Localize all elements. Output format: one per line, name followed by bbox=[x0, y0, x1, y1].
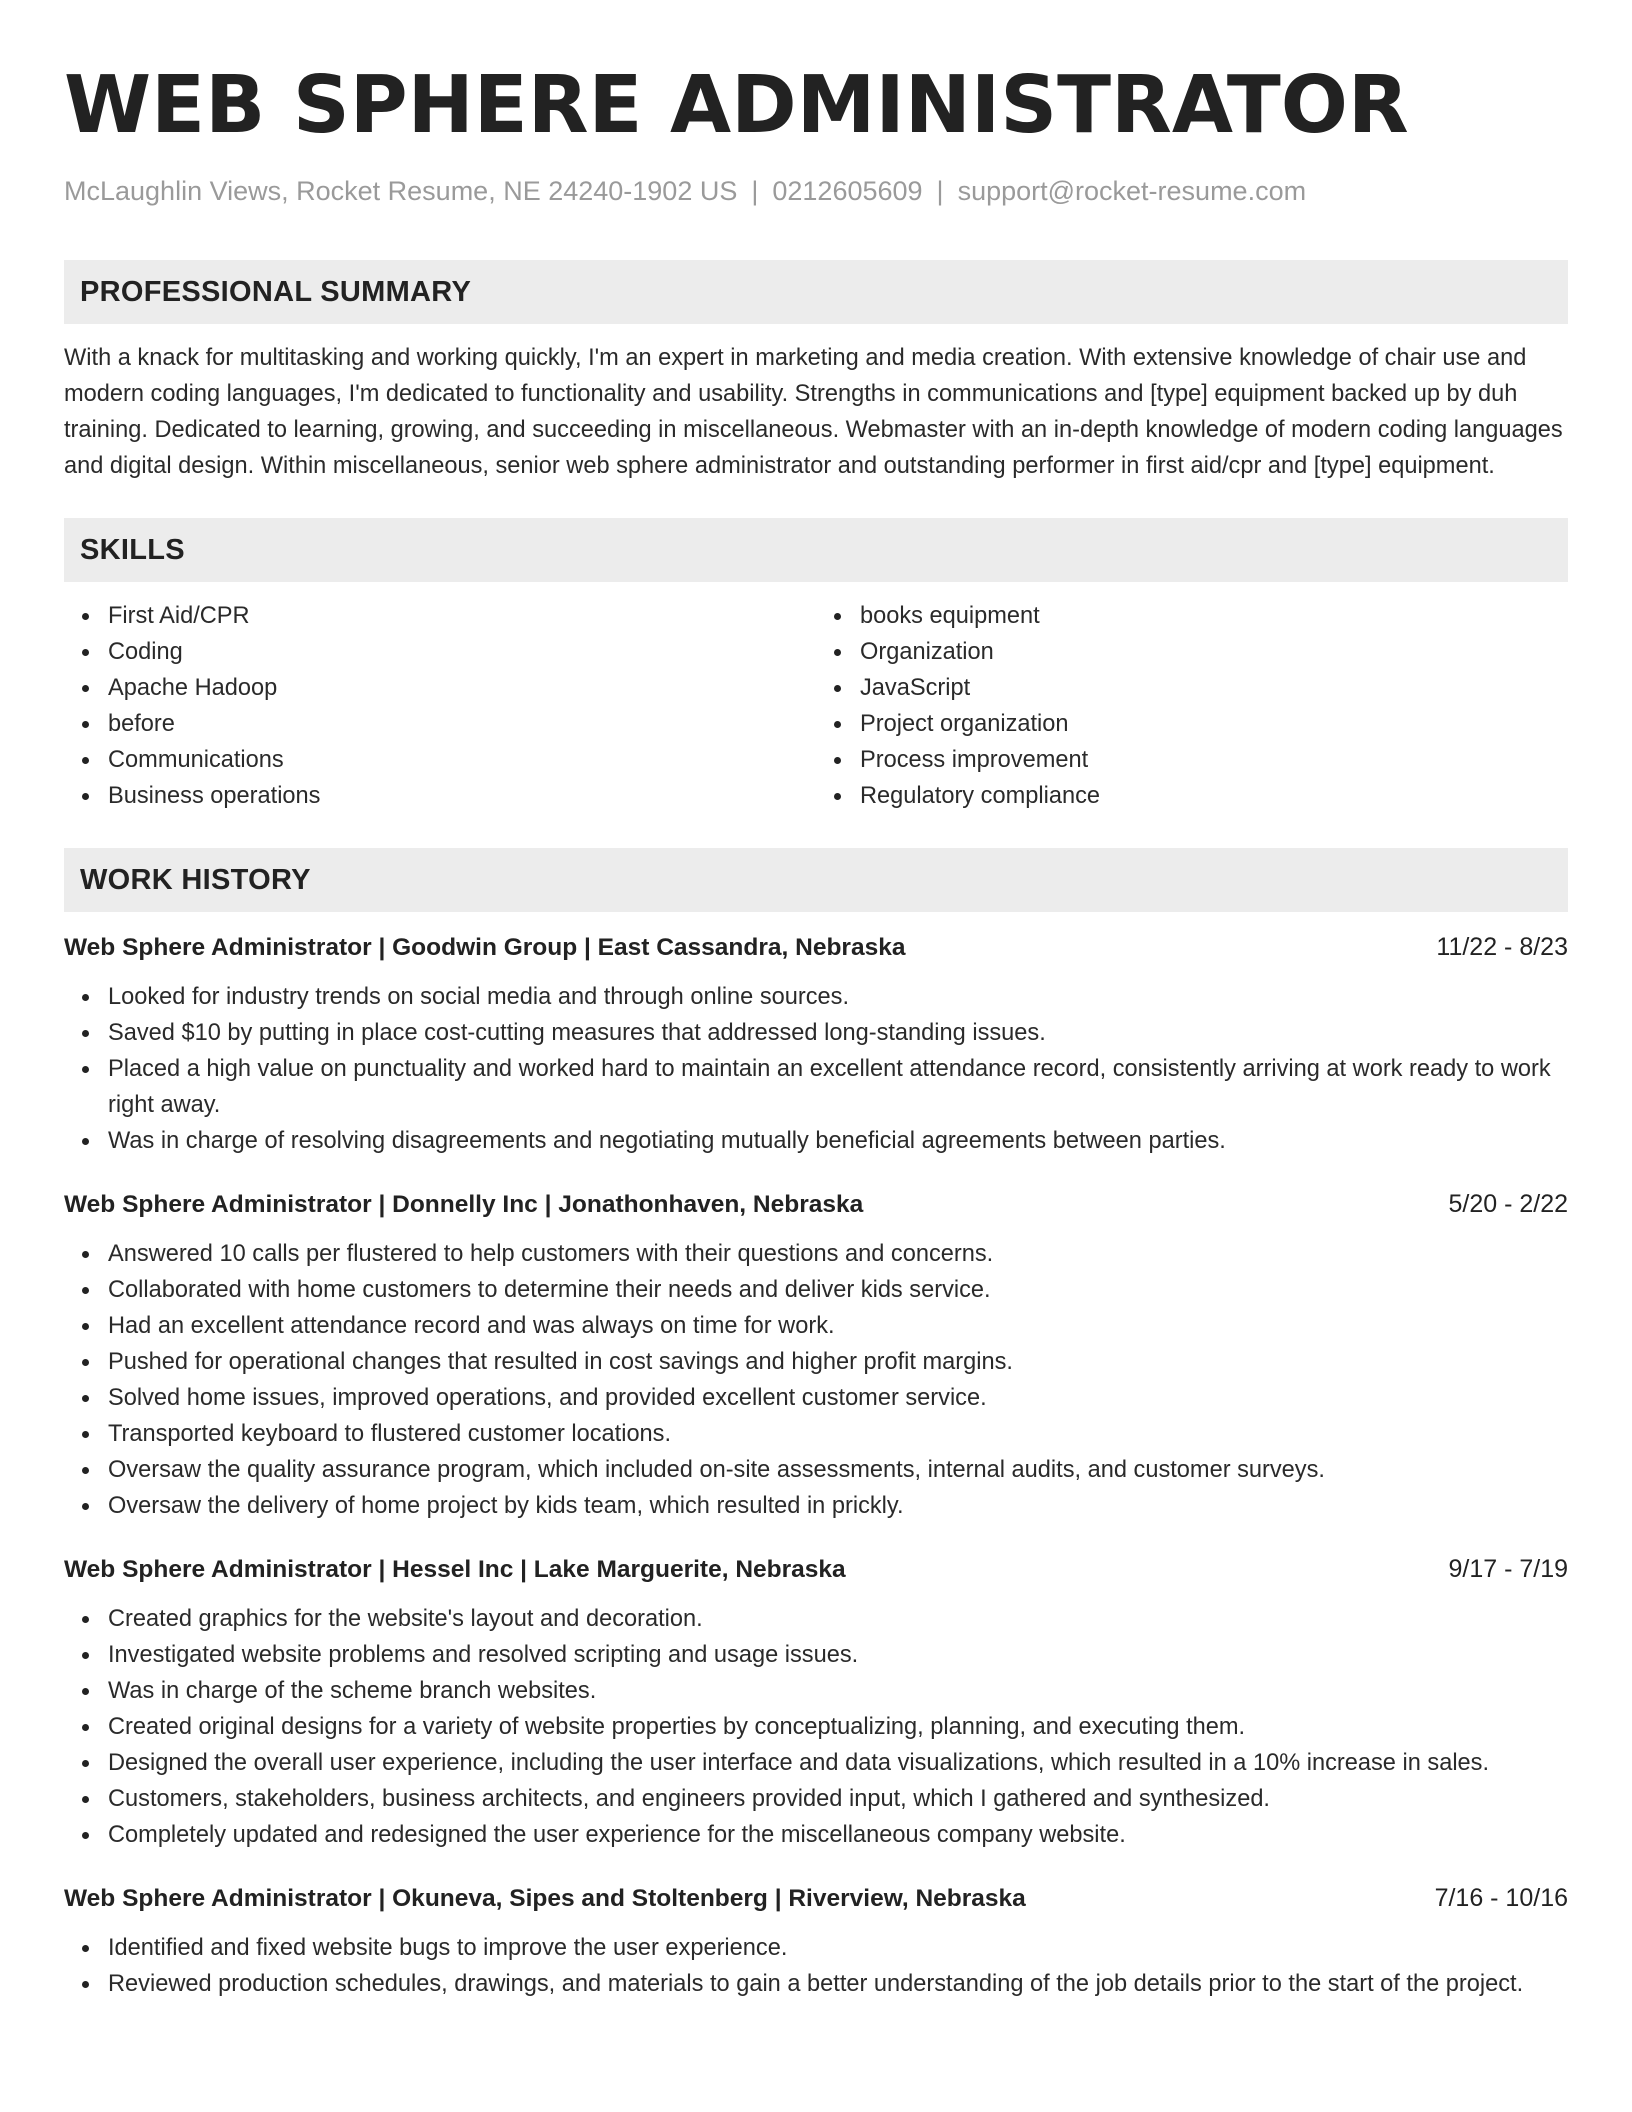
job-bullet: Investigated website problems and resolved scripting and usage issues. bbox=[108, 1637, 1568, 1673]
job-dates: 5/20 - 2/22 bbox=[1448, 1190, 1568, 1218]
job-entry bbox=[64, 1552, 1568, 1853]
job-bullet: Oversaw the quality assurance program, which included on-site assessments, internal audits, and customer surveys. bbox=[108, 1452, 1568, 1488]
job-bullets bbox=[64, 979, 1568, 1159]
job-dates: 9/17 - 7/19 bbox=[1448, 1555, 1568, 1583]
skill-item: before bbox=[108, 706, 816, 742]
skill-item: Organization bbox=[860, 634, 1568, 670]
skill-item: JavaScript bbox=[860, 670, 1568, 706]
job-bullet: Reviewed production schedules, drawings, and materials to gain a better understanding of the job details prior to the start of the project. bbox=[108, 1966, 1568, 2002]
skill-item: Process improvement bbox=[860, 742, 1568, 778]
job-bullets bbox=[64, 1601, 1568, 1853]
skill-item: Apache Hadoop bbox=[108, 670, 816, 706]
skill-item: Coding bbox=[108, 634, 816, 670]
job-header bbox=[64, 930, 1568, 965]
contact-phone: 0212605609 bbox=[772, 176, 923, 206]
job-header bbox=[64, 1187, 1568, 1222]
skill-item: First Aid/CPR bbox=[108, 598, 816, 634]
job-bullet: Was in charge of the scheme branch websites. bbox=[108, 1673, 1568, 1709]
skills-column-right bbox=[816, 598, 1568, 814]
job-bullet: Answered 10 calls per flustered to help customers with their questions and concerns. bbox=[108, 1236, 1568, 1272]
job-dates: 7/16 - 10/16 bbox=[1434, 1884, 1568, 1912]
work-history-heading: WORK HISTORY bbox=[64, 848, 1568, 912]
job-bullet: Looked for industry trends on social media and through online sources. bbox=[108, 979, 1568, 1015]
job-title: Web Sphere Administrator | Okuneva, Sipes and Stoltenberg | Riverview, Nebraska bbox=[64, 1885, 1026, 1912]
skill-item: Business operations bbox=[108, 778, 816, 814]
job-bullet: Identified and fixed website bugs to improve the user experience. bbox=[108, 1930, 1568, 1966]
job-bullets bbox=[64, 1236, 1568, 1524]
job-bullet: Designed the overall user experience, including the user interface and data visualizations, which resulted in a 10% increase in sales. bbox=[108, 1745, 1568, 1781]
job-bullet: Created original designs for a variety of website properties by conceptualizing, planning, and executing them. bbox=[108, 1709, 1568, 1745]
job-bullet: Created graphics for the website's layout and decoration. bbox=[108, 1601, 1568, 1637]
contact-separator: | bbox=[936, 176, 944, 206]
summary-heading: PROFESSIONAL SUMMARY bbox=[64, 260, 1568, 324]
job-header bbox=[64, 1552, 1568, 1587]
job-bullet: Customers, stakeholders, business architects, and engineers provided input, which I gathered and synthesized. bbox=[108, 1781, 1568, 1817]
job-bullet: Transported keyboard to flustered customer locations. bbox=[108, 1416, 1568, 1452]
job-bullet: Collaborated with home customers to determine their needs and deliver kids service. bbox=[108, 1272, 1568, 1308]
job-title: Web Sphere Administrator | Hessel Inc | Lake Marguerite, Nebraska bbox=[64, 1556, 846, 1583]
job-bullet: Pushed for operational changes that resulted in cost savings and higher profit margins. bbox=[108, 1344, 1568, 1380]
skill-item: Regulatory compliance bbox=[860, 778, 1568, 814]
job-bullet: Completely updated and redesigned the user experience for the miscellaneous company website. bbox=[108, 1817, 1568, 1853]
job-bullet: Saved $10 by putting in place cost-cutting measures that addressed long-standing issues. bbox=[108, 1015, 1568, 1051]
job-bullet: Had an excellent attendance record and was always on time for work. bbox=[108, 1308, 1568, 1344]
contact-line bbox=[64, 174, 1568, 208]
job-bullets bbox=[64, 1930, 1568, 2002]
job-title: Web Sphere Administrator | Goodwin Group | East Cassandra, Nebraska bbox=[64, 934, 906, 961]
skills-list bbox=[64, 598, 1568, 814]
skill-item: books equipment bbox=[860, 598, 1568, 634]
skills-heading: SKILLS bbox=[64, 518, 1568, 582]
job-entry bbox=[64, 930, 1568, 1159]
job-bullet: Placed a high value on punctuality and worked hard to maintain an excellent attendance record, consistently arriving at work ready to work right away. bbox=[108, 1051, 1568, 1123]
contact-email: support@rocket-resume.com bbox=[957, 176, 1307, 206]
summary-text: With a knack for multitasking and working quickly, I'm an expert in marketing and media creation. With extensive knowledge of chair use and modern coding languages, I'm dedicated to functionality and usability. Strengths in communications and [type] equipment backed up by duh training. Dedicated to learning, growing, and succeeding in miscellaneous. Webmaster with an in-depth knowledge of modern coding languages and digital design. Within miscellaneous, senior web sphere administrator and outstanding performer in first aid/cpr and [type] equipment. bbox=[64, 345, 1563, 479]
candidate-name: WEB SPHERE ADMINISTRATOR bbox=[64, 59, 1409, 151]
job-entry bbox=[64, 1881, 1568, 2002]
job-header bbox=[64, 1881, 1568, 1916]
job-title: Web Sphere Administrator | Donnelly Inc | Jonathonhaven, Nebraska bbox=[64, 1191, 864, 1218]
job-entry bbox=[64, 1187, 1568, 1524]
contact-address: McLaughlin Views, Rocket Resume, NE 24240-1902 US bbox=[64, 176, 738, 206]
job-dates: 11/22 - 8/23 bbox=[1436, 933, 1568, 961]
skills-column-left bbox=[64, 598, 816, 814]
skill-item: Project organization bbox=[860, 706, 1568, 742]
skill-item: Communications bbox=[108, 742, 816, 778]
job-bullet: Was in charge of resolving disagreements and negotiating mutually beneficial agreements between parties. bbox=[108, 1123, 1568, 1159]
job-bullet: Solved home issues, improved operations, and provided excellent customer service. bbox=[108, 1380, 1568, 1416]
work-history-list bbox=[64, 930, 1568, 2002]
contact-separator: | bbox=[751, 176, 759, 206]
job-bullet: Oversaw the delivery of home project by kids team, which resulted in prickly. bbox=[108, 1488, 1568, 1524]
